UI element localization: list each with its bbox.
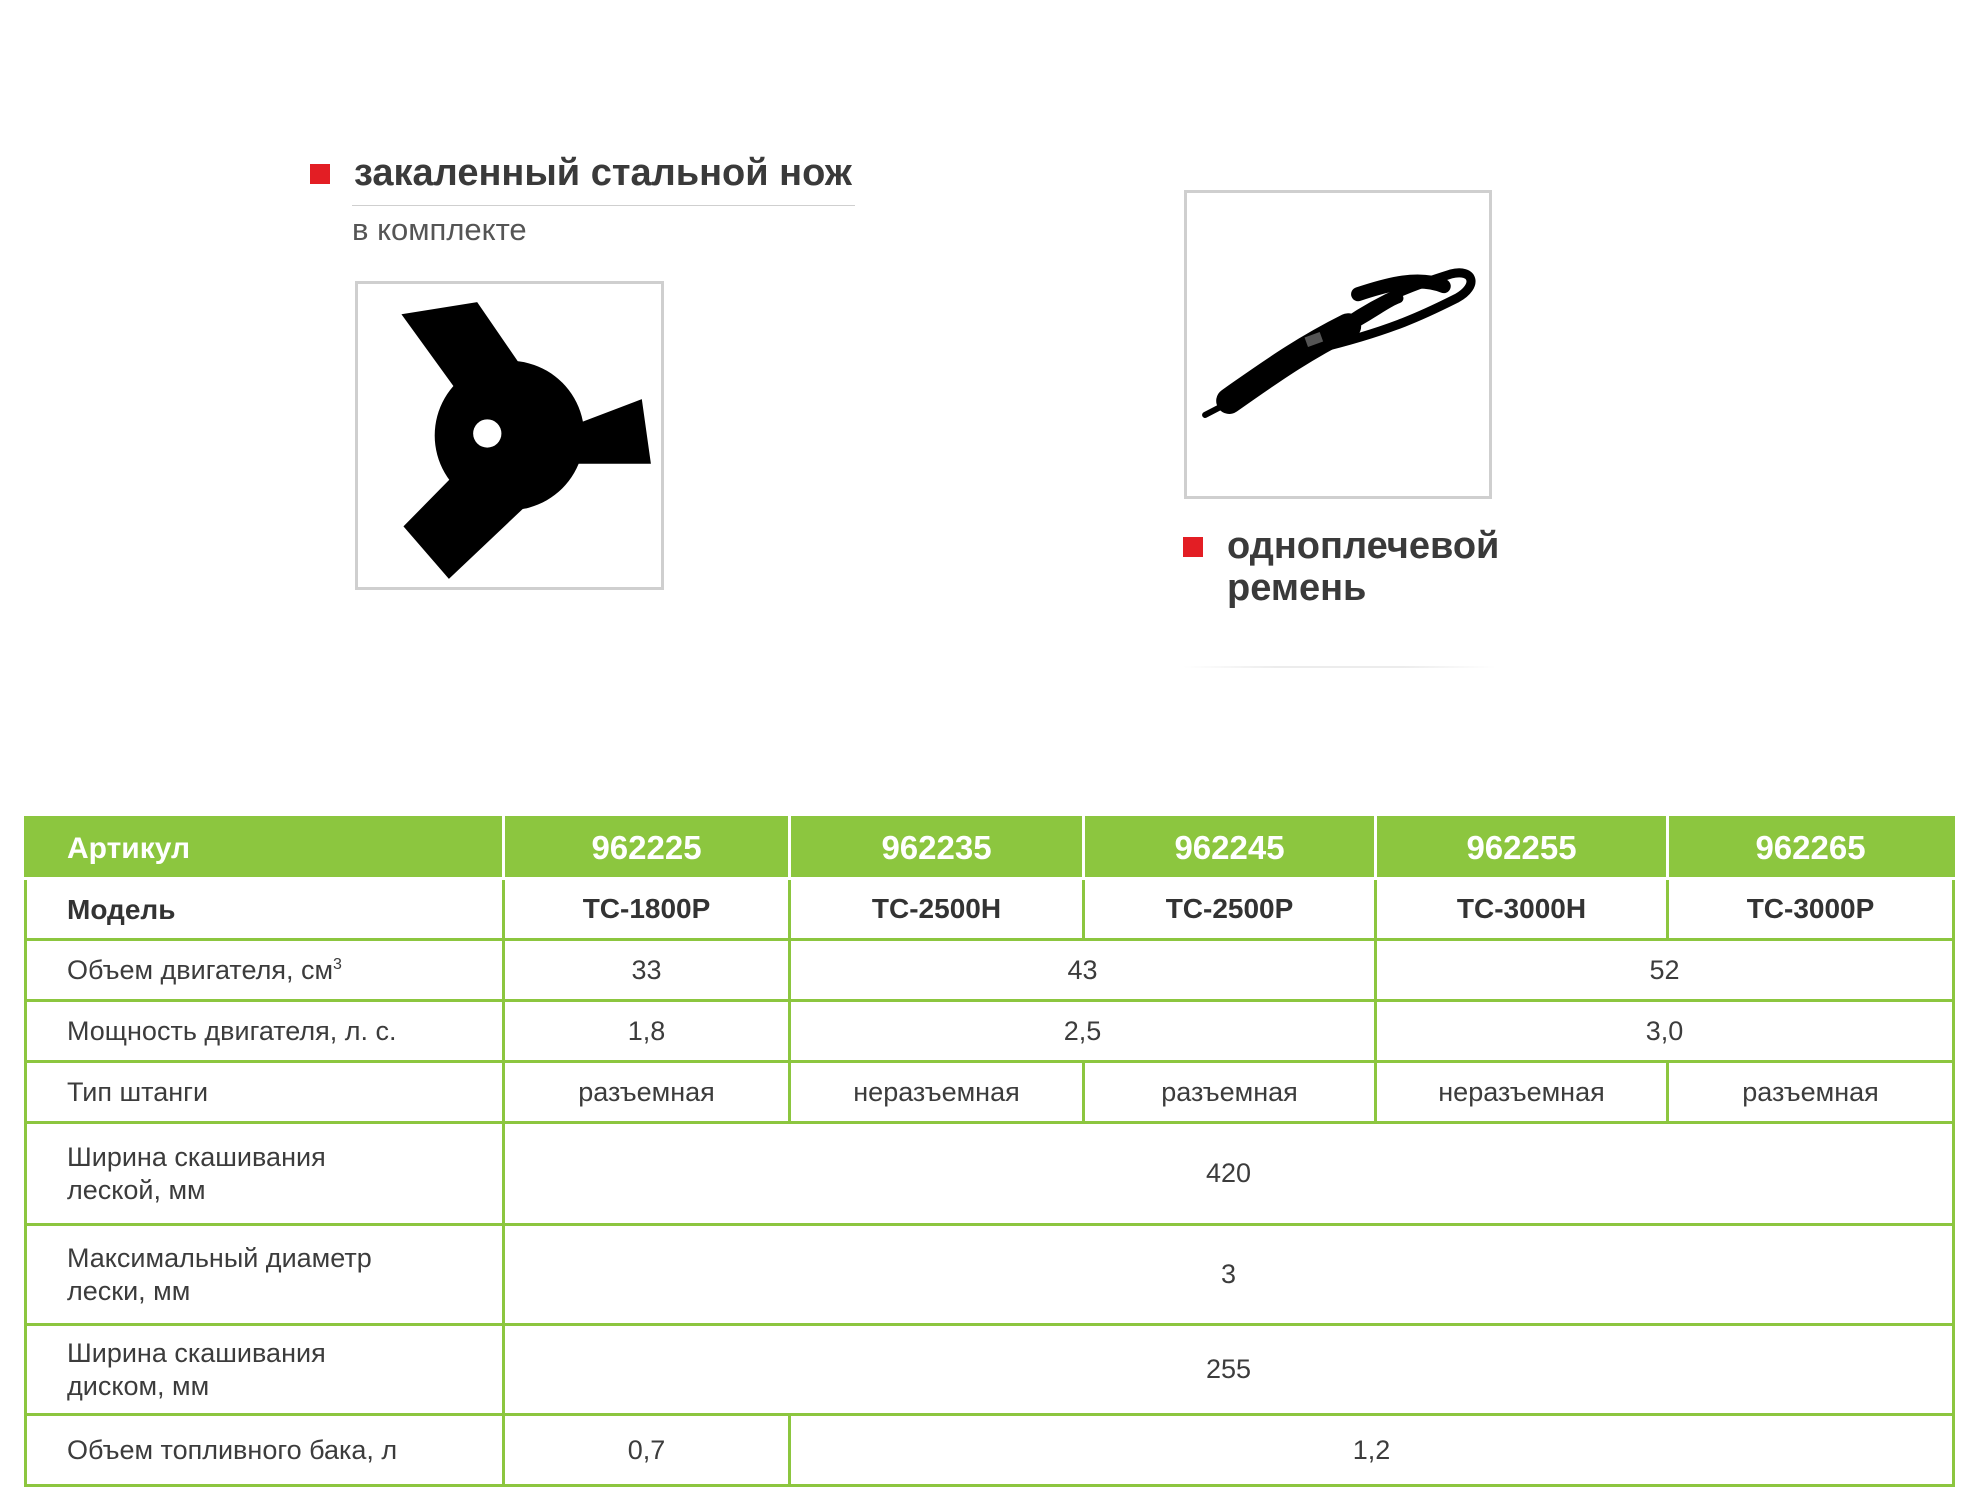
knife-title-text: закаленный стальной нож — [354, 152, 852, 194]
table-cell: разъемная — [504, 1062, 790, 1123]
red-square-bullet-icon — [310, 164, 330, 184]
table-cell: Объем топливного бака, л — [26, 1415, 504, 1486]
row-label: Объем двигателя, см — [67, 954, 334, 985]
table-cell: 2,5 — [790, 1001, 1376, 1062]
table-cell: 962255 — [1376, 818, 1668, 879]
three-blade-knife-icon — [358, 284, 661, 587]
table-row — [26, 1001, 1954, 1062]
table-row — [26, 1325, 1954, 1415]
unit-superscript: 3 — [333, 955, 342, 973]
table-cell: 33 — [504, 940, 790, 1001]
table-cell: 52 — [1376, 940, 1954, 1001]
table-cell: 962225 — [504, 818, 790, 879]
table-cell: 1,8 — [504, 1001, 790, 1062]
table-cell: 255 — [504, 1325, 1954, 1415]
divider — [352, 205, 855, 206]
shoulder-strap-icon — [1187, 193, 1489, 496]
table-row — [26, 1415, 1954, 1486]
table-cell: 0,7 — [504, 1415, 790, 1486]
strap-feature-title — [1183, 525, 1547, 609]
row-label-line: Ширина скашивания — [67, 1141, 326, 1172]
table-row — [26, 1123, 1954, 1225]
table-cell: TC-2500H — [790, 879, 1084, 940]
table-cell: неразъемная — [790, 1062, 1084, 1123]
table-cell: неразъемная — [1376, 1062, 1668, 1123]
table-cell — [26, 1225, 504, 1325]
table-cell: 962235 — [790, 818, 1084, 879]
table-cell: Модель — [26, 879, 504, 940]
table-header-row — [26, 818, 1954, 879]
spec-table — [24, 816, 1955, 1487]
table-cell: разъемная — [1084, 1062, 1376, 1123]
row-label-line: Максимальный диаметр — [67, 1242, 372, 1273]
row-label-line: Ширина скашивания — [67, 1337, 326, 1368]
table-cell: TC-2500P — [1084, 879, 1376, 940]
red-square-bullet-icon — [1183, 537, 1203, 557]
strap-title-text: одноплечевой ремень — [1227, 525, 1500, 609]
table-cell: TC-3000P — [1668, 879, 1954, 940]
table-cell: TC-1800P — [504, 879, 790, 940]
knife-image — [355, 281, 664, 590]
row-label-line: леской, мм — [67, 1174, 206, 1205]
table-cell: 962245 — [1084, 818, 1376, 879]
strap-image — [1184, 190, 1492, 499]
table-row — [26, 879, 1954, 940]
table-row — [26, 940, 1954, 1001]
table-cell: 3 — [504, 1225, 1954, 1325]
table-cell: 43 — [790, 940, 1376, 1001]
table-cell — [26, 1123, 504, 1225]
table-cell: TC-3000H — [1376, 879, 1668, 940]
table-cell: Тип штанги — [26, 1062, 504, 1123]
table-cell: 962265 — [1668, 818, 1954, 879]
table-cell: разъемная — [1668, 1062, 1954, 1123]
knife-subtitle: в комплекте — [352, 212, 527, 247]
table-cell: 420 — [504, 1123, 1954, 1225]
table-cell: Артикул — [26, 818, 504, 879]
table-row — [26, 1225, 1954, 1325]
knife-feature-title — [310, 152, 852, 194]
table-cell: 3,0 — [1376, 1001, 1954, 1062]
table-cell: Мощность двигателя, л. с. — [26, 1001, 504, 1062]
row-label-line: лески, мм — [67, 1275, 191, 1306]
table-cell — [26, 1325, 504, 1415]
divider — [1183, 666, 1496, 668]
table-row — [26, 1062, 1954, 1123]
table-cell: 1,2 — [790, 1415, 1954, 1486]
table-cell — [26, 940, 504, 1001]
row-label-line: диском, мм — [67, 1370, 210, 1401]
